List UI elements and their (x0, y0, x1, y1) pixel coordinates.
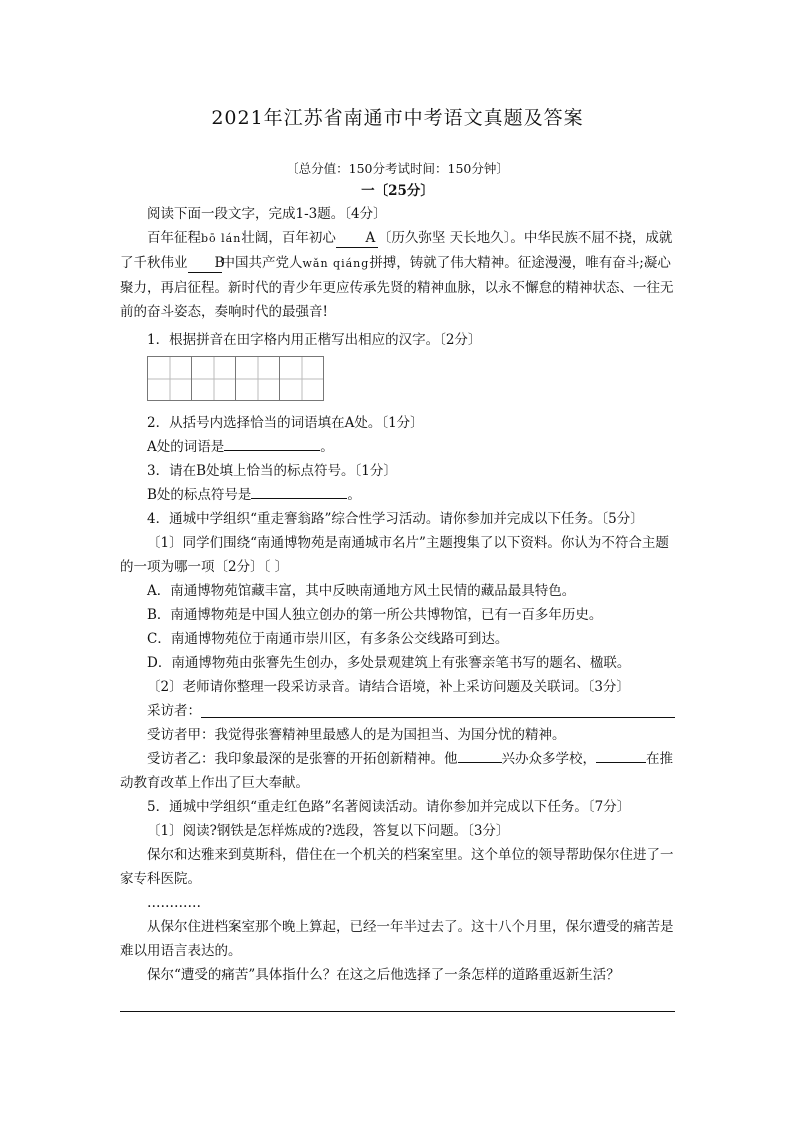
question-4: 4．通城中学组织“重走謇翁路”综合性学习活动。请你参加并完成以下任务。〔5分〕 (147, 511, 644, 527)
option-d: D．南通博物苑由张謇先生创办，多处景观建筑上有张謇亲笔书写的题名、楹联。 (147, 655, 631, 671)
question-5-prompt: 保尔“遭受的痛苦”具体指什么？在这之后他选择了一条怎样的道路重返新生活？ (147, 967, 620, 983)
exam-info: 〔总分值：150分考试时间：150分钟〕 (286, 161, 509, 176)
excerpt-paragraph-1: 保尔和达雅来到莫斯科，借住在一个机关的档案室里。这个单位的领导帮助保尔住进了一家专科医院。 (120, 847, 674, 887)
answer-3: B处的标点符号是 。 (120, 483, 675, 507)
question-5-sub-1: 〔1〕阅读?钢铁是怎样炼成的?选段，答复以下问题。〔3分〕 (147, 823, 510, 839)
answer-5-line[interactable] (120, 991, 675, 1012)
question-4-sub-2: 〔2〕老师请你整理一段采访录音。请结合语境，补上采访问题及关联词。〔3分〕 (147, 679, 630, 695)
question-2: 2．从括号内选择恰当的词语填在A处。〔1分〕 (147, 415, 424, 431)
section-heading: 一〔25分〕 (361, 183, 434, 199)
option-c: C．南通博物苑位于南通市崇川区，有多条公交线路可到达。 (147, 631, 509, 647)
blank-a: A (336, 229, 378, 248)
character-grid[interactable] (147, 356, 675, 401)
answer-2: A处的词语是 。 (120, 435, 675, 459)
pinyin-2: wǎn qiáng (302, 257, 370, 270)
conjunction-blank-1[interactable] (458, 748, 502, 763)
option-b: B．南通博物苑是中国人独立创办的第一所公共博物馆，已有一百多年历史。 (147, 607, 603, 623)
answer-2-blank[interactable] (224, 436, 320, 451)
question-3: 3．请在B处填上恰当的标点符号。〔1分〕 (147, 463, 397, 479)
interviewer-line: 采访者： (120, 699, 675, 723)
grid-cell[interactable] (235, 356, 280, 401)
reading-instruction: 阅读下面一段文字，完成1-3题。〔4分〕 (147, 206, 387, 222)
question-4-sub-1: 〔1〕同学们围绕“南通博物苑是南通城市名片”主题搜集了以下资料。你认为不符合主题的一项为哪一项〔2分〕〔 〕 (120, 535, 669, 575)
grid-cell[interactable] (147, 356, 192, 401)
question-5: 5．通城中学组织“重走红色路”名著阅读活动。请你参加并完成以下任务。〔7分〕 (147, 799, 631, 815)
respondent-b: 受访者乙：我印象最深的是张謇的开拓创新精神。他 兴办众多学校， 在推动教育改革上作出了巨大奉献。 (120, 747, 675, 795)
pinyin-1: bō lán (201, 232, 242, 245)
interviewer-question-blank[interactable] (201, 699, 675, 718)
question-1: 1．根据拼音在田字格内用正楷写出相应的汉字。〔2分〕 (147, 332, 482, 348)
option-a: A．南通博物苑馆藏丰富，其中反映南通地方风土民情的藏品最具特色。 (147, 583, 576, 599)
grid-cell[interactable] (191, 356, 236, 401)
respondent-a: 受访者甲：我觉得张謇精神里最感人的是为国担当、为国分忧的精神。 (147, 727, 566, 743)
document-title: 2021年江苏省南通市中考语文真题及答案 (211, 107, 584, 129)
grid-cell[interactable] (279, 356, 324, 401)
document-body (120, 100, 675, 1012)
excerpt-paragraph-2: 从保尔住进档案室那个晚上算起，已经一年半过去了。这十八个月里，保尔遭受的痛苦是难以用语言表达的。 (120, 919, 674, 959)
answer-3-blank[interactable] (251, 484, 347, 499)
reading-passage: 百年征程bō lán壮阔，百年初心 A 〔历久弥坚 天长地久〕。中华民族不屈不挠，成就了千秋伟业 B中国共产党人wǎn qiáng拼搏，铸就了伟大精神。征途漫漫，唯有奋斗;凝心聚力，再启征程。新时代的青少年更应传承先贤的精神血脉，以永不懈怠的精神状态、一往无前的奋斗姿态，奏响时代的最强音! (120, 230, 674, 320)
blank-b: B (188, 254, 222, 273)
conjunction-blank-2[interactable] (596, 748, 646, 763)
excerpt-ellipsis: ………… (147, 895, 201, 911)
